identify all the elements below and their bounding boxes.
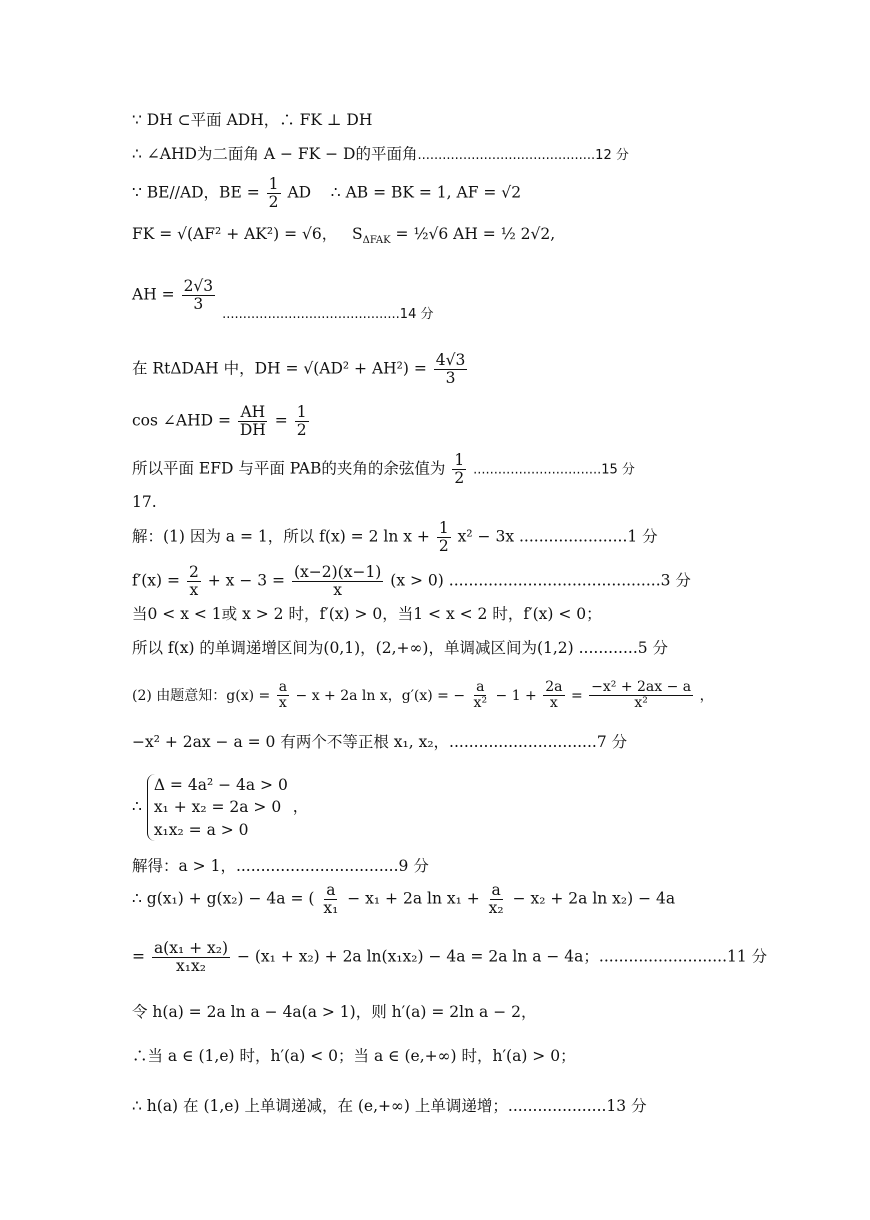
text: f′(x) = bbox=[132, 571, 181, 590]
line-system bbox=[132, 774, 308, 841]
text: ∵ DH ⊂平面 ADH，∴ FK ⊥ DH bbox=[132, 111, 373, 129]
text: ， bbox=[699, 687, 714, 704]
text: ∴当 a ∈ (1,e) 时，h′(a) < 0；当 a ∈ (e,+∞) 时，h′(a) > 0； bbox=[132, 1047, 576, 1065]
text: ∵ BE//AD，BE = bbox=[132, 183, 260, 202]
therefore: ∴ bbox=[132, 797, 142, 816]
line-simplify bbox=[132, 940, 767, 975]
text: − x₂ + 2a ln x₂) − 4a bbox=[512, 889, 676, 908]
text: cos ∠AHD = bbox=[132, 411, 231, 430]
line-cosine-answer bbox=[132, 452, 635, 487]
line-monotonic-intervals bbox=[132, 640, 668, 657]
fraction-factored: $\frac{(x-2)(x-1)}{x}$ bbox=[293, 563, 382, 600]
fraction-2a-x: $\frac{2a}{x}$ bbox=[545, 679, 563, 712]
line-dh-subset-plane bbox=[132, 112, 372, 129]
text: ∴ h(a) 在 (1,e) 上单调递减，在 (e,+∞) 上单调递增；....................13 分 bbox=[132, 1097, 647, 1115]
fraction-a-x1: $\frac{a}{\text{x₁}}$ bbox=[323, 881, 339, 918]
fraction-combined: $\frac{\text{−x² + 2ax − a}}{\text{x²}}$ bbox=[591, 679, 692, 712]
text: ， bbox=[292, 797, 309, 816]
area-subscript: ΔFAK bbox=[362, 235, 391, 247]
text: 令 h(a) = 2a ln a − 4a(a > 1)，则 h′(a) = 2ln a − 2， bbox=[132, 1003, 537, 1021]
text: FK = √(AF² + AK²) = √6， bbox=[132, 225, 338, 243]
fraction-2-x: $\frac{2}{x}$ bbox=[188, 563, 199, 600]
line-sum-g bbox=[132, 882, 675, 917]
line-solve-a bbox=[132, 858, 429, 875]
text: − 1 + bbox=[495, 687, 537, 704]
fraction-half: $\frac{1}{2}$ bbox=[268, 175, 279, 212]
text: (2) 由题意知：g(x) = bbox=[132, 687, 271, 704]
text: − x₁ + 2a ln x₁ + bbox=[347, 889, 480, 908]
text: − (x₁ + x₂) + 2a ln(x₁x₂) − 4a = 2a ln a − 4a；..........................11 分 bbox=[236, 947, 768, 966]
score-15: ...............................15 分 bbox=[473, 462, 635, 478]
line-fk-length bbox=[132, 226, 555, 246]
line-part1-fx bbox=[132, 520, 658, 555]
fraction-half: $\frac{1}{2}$ bbox=[438, 519, 449, 556]
line-cos-ahd bbox=[132, 404, 311, 439]
fraction-half: $\frac{1}{2}$ bbox=[296, 403, 307, 440]
line-dihedral-angle bbox=[132, 146, 629, 163]
text: = bbox=[274, 411, 288, 430]
fraction-a-x2: $\frac{a}{\text{x₂}}$ bbox=[488, 881, 504, 918]
fraction-dh: $\frac{4√3}{3}$ bbox=[435, 351, 466, 388]
fraction-ah-dh: $\frac{AH}{DH}$ bbox=[239, 403, 266, 440]
text: − x + 2a ln x，g′(x) = − bbox=[295, 687, 466, 704]
fraction-half: $\frac{1}{2}$ bbox=[454, 451, 465, 488]
fraction-sum-over-product: $\frac{\text{a(x₁ + x₂)}}{\text{x₁x₂}}$ bbox=[153, 939, 229, 976]
text: 所以平面 EFD 与平面 PAB的夹角的余弦值为 bbox=[132, 459, 446, 478]
condition-discriminant: Δ = 4a² − 4a > 0 bbox=[153, 776, 288, 794]
text: −x² + 2ax − a = 0 有两个不等正根 x₁, x₂，..............................7 分 bbox=[132, 733, 628, 751]
score-14: ...........................................14 分 bbox=[222, 306, 434, 322]
condition-product: x₁x₂ = a > 0 bbox=[153, 820, 249, 839]
text: 所以 f(x) 的单调递增区间为(0,1)，(2,+∞)，单调减区间为(1,2) ............5 分 bbox=[132, 639, 669, 657]
line-h-monotonic bbox=[132, 1098, 647, 1115]
text: 在 RtΔDAH 中，DH = √(AD² + AH²) = bbox=[132, 359, 427, 378]
text: 当0 < x < 1或 x > 2 时，f′(x) > 0，当1 < x < 2 时，f′(x) < 0； bbox=[132, 605, 602, 623]
text: (x > 0) ...........................................3 分 bbox=[390, 571, 691, 590]
text: x² − 3x ......................1 分 bbox=[457, 527, 658, 546]
text: = ½√6 AH = ½ 2√2, bbox=[395, 225, 556, 243]
text: AH = bbox=[132, 285, 175, 304]
score-12: ...........................................12 分 bbox=[417, 148, 629, 163]
fraction-ah: $\frac{2√3}{3}$ bbox=[183, 277, 214, 314]
problem-number bbox=[132, 494, 157, 511]
fraction-a-x: $\frac{a}{x}$ bbox=[278, 679, 288, 712]
line-h-sign bbox=[132, 1048, 576, 1065]
condition-sum: x₁ + x₂ = 2a > 0 bbox=[153, 798, 282, 817]
text: ∴ g(x₁) + g(x₂) − 4a = ( bbox=[132, 889, 315, 908]
text: 解得：a > 1，.................................9 分 bbox=[132, 857, 429, 875]
area-symbol: S bbox=[352, 225, 363, 243]
text: + x − 3 = bbox=[207, 571, 286, 590]
text: 17. bbox=[132, 493, 157, 511]
line-derivative bbox=[132, 564, 691, 599]
system-brace bbox=[147, 774, 288, 841]
line-quadratic-roots bbox=[132, 734, 627, 751]
line-part2-gx bbox=[132, 680, 714, 712]
text: 解：(1) 因为 a = 1，所以 f(x) = 2 ln x + bbox=[132, 527, 430, 546]
line-be-parallel-ad bbox=[132, 176, 521, 211]
text: = bbox=[570, 687, 583, 704]
line-sign-analysis bbox=[132, 606, 602, 623]
line-dh-value bbox=[132, 352, 469, 387]
text: ∴ AB = BK = 1, AF = √2 bbox=[330, 183, 522, 202]
line-ah-value bbox=[132, 277, 434, 322]
text: = bbox=[132, 947, 145, 966]
fraction-a-x2: $\frac{a}{\text{x²}}$ bbox=[473, 679, 488, 712]
text: ∴ ∠AHD为二面角 A − FK − D的平面角 bbox=[132, 145, 418, 163]
line-define-h bbox=[132, 1004, 536, 1021]
text: AD bbox=[287, 183, 312, 202]
